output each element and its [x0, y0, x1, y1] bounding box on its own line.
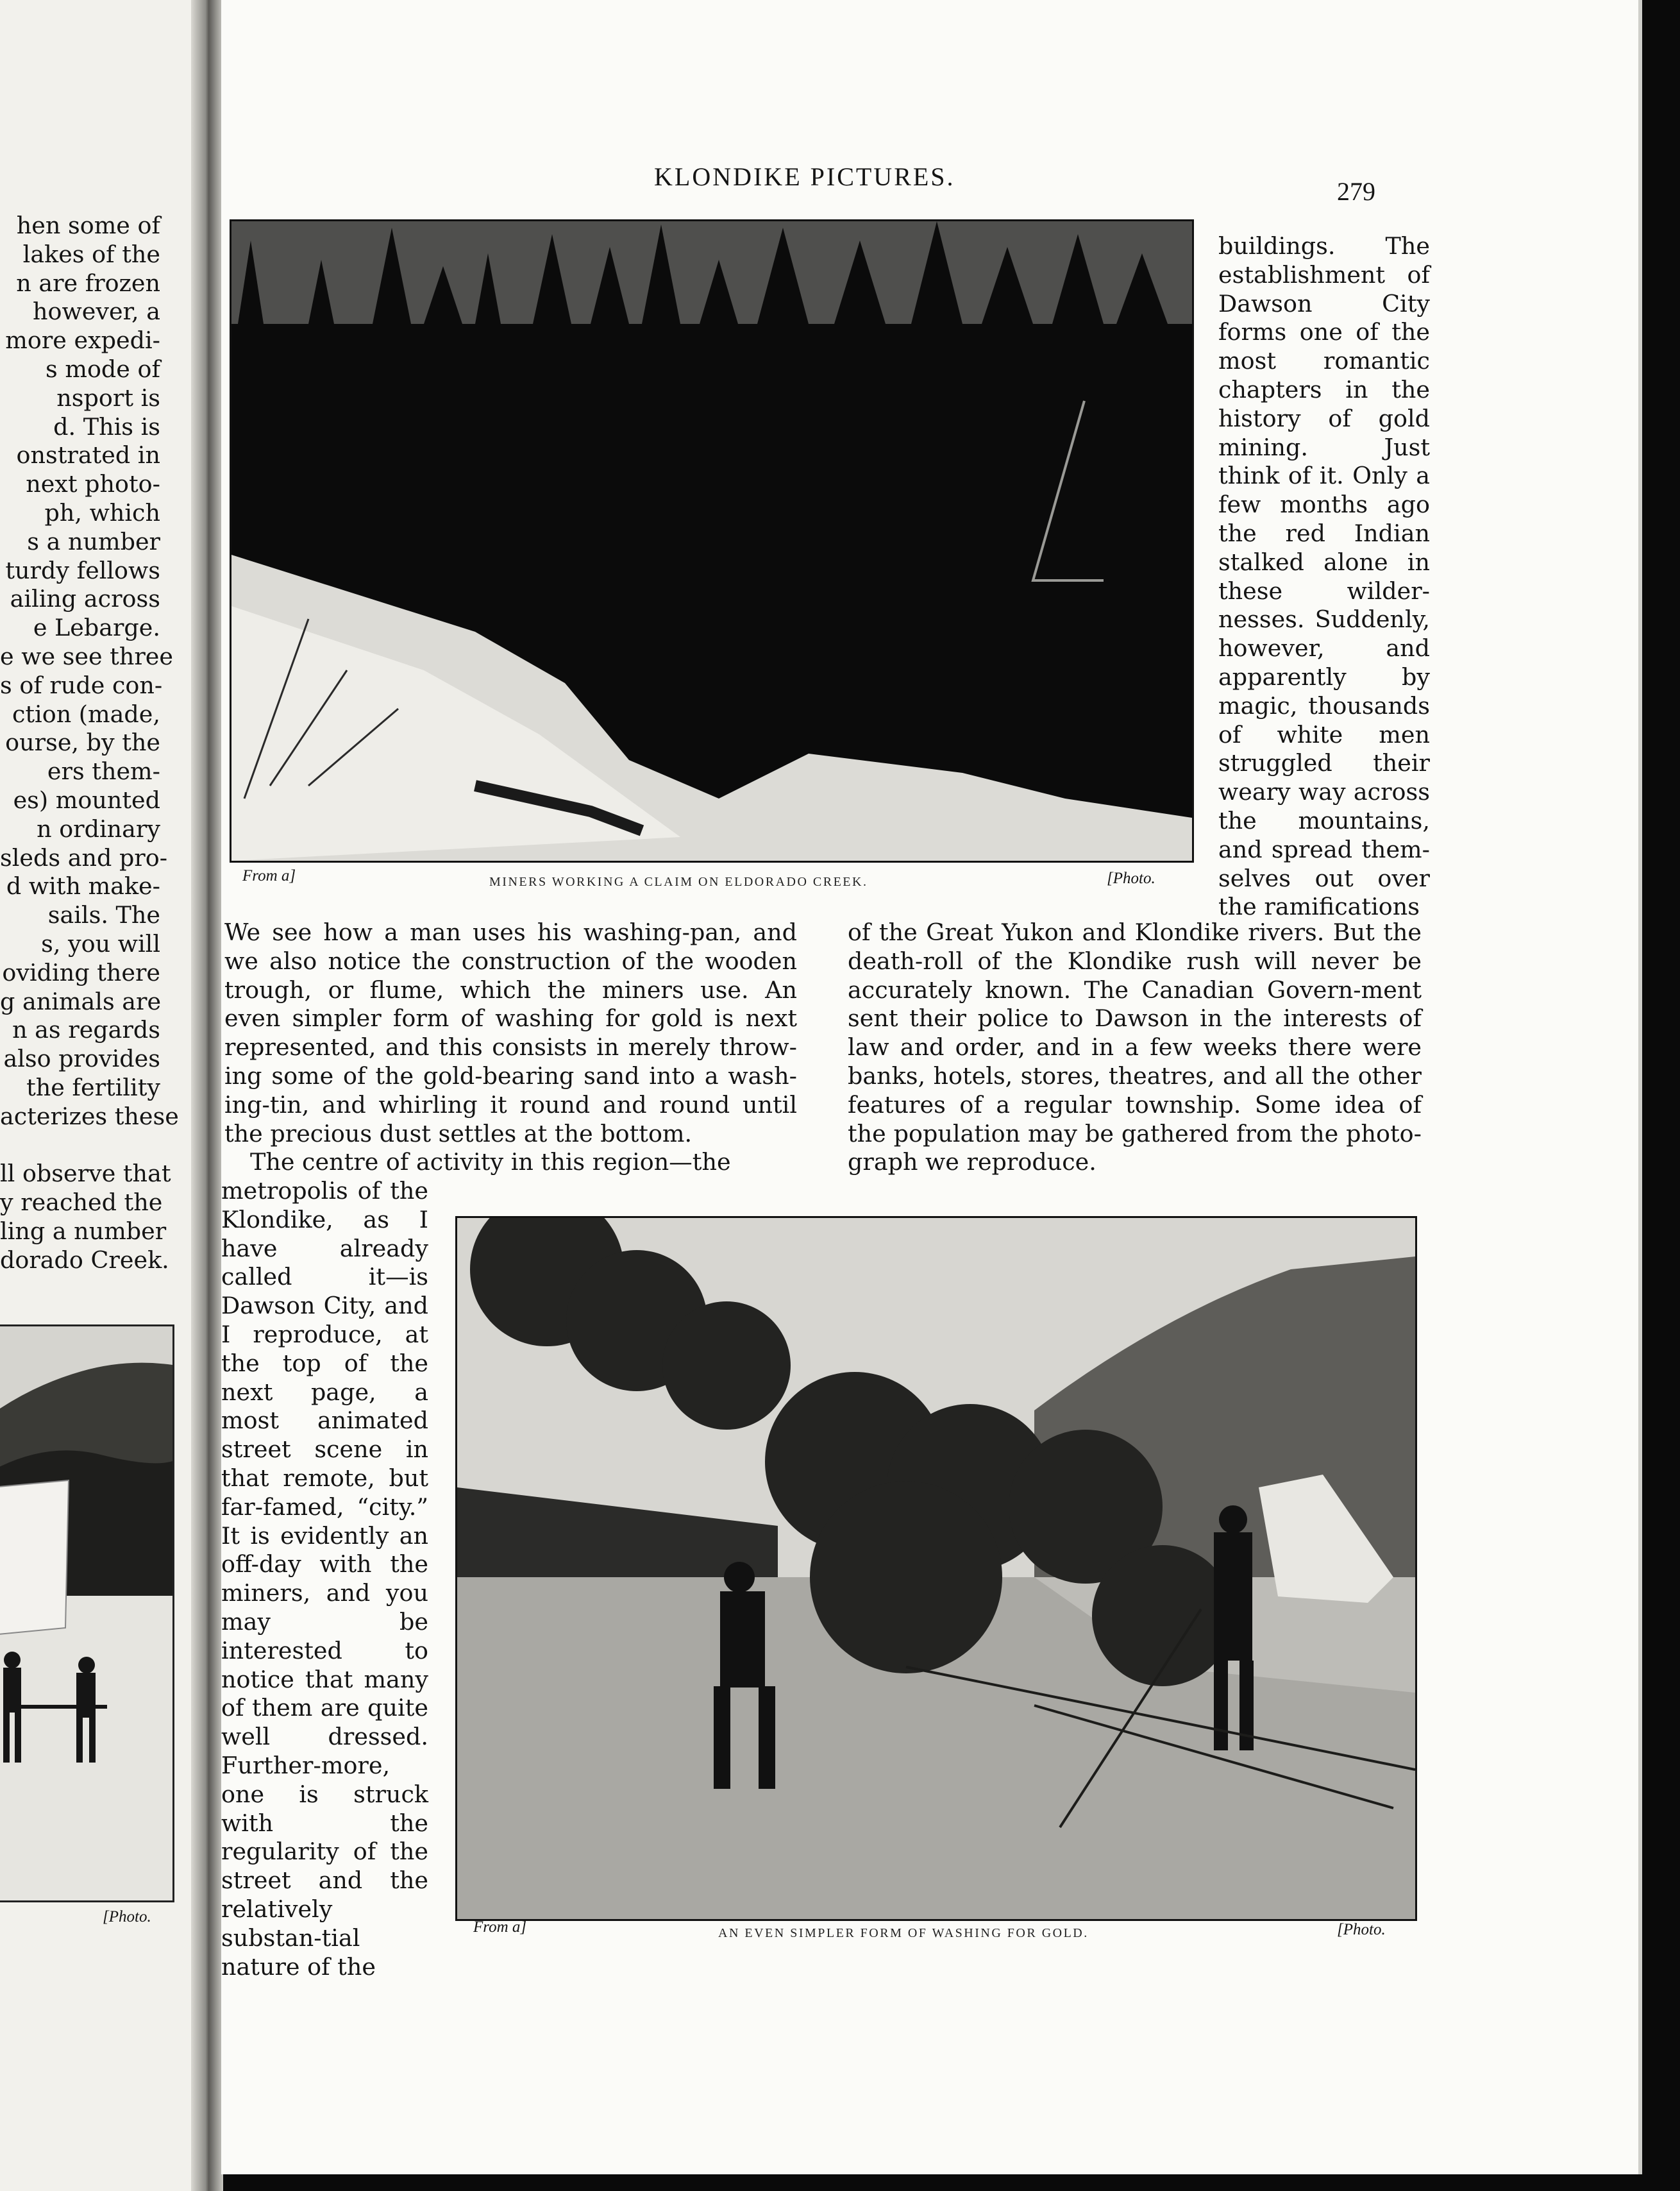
- book-gutter: [191, 0, 223, 2191]
- left-page-line: n as regards: [12, 1016, 160, 1044]
- left-page-text-column: [0, 212, 179, 1274]
- left-page-line: ers them-: [47, 757, 160, 786]
- figure2-caption: AN EVEN SIMPLER FORM OF WASHING FOR GOLD.: [718, 1926, 1089, 1940]
- left-page-line: s a number: [27, 527, 160, 555]
- left-page-line: e we see three: [0, 642, 174, 670]
- left-page-line: also provides: [3, 1045, 160, 1073]
- right-column-continued: [848, 918, 1422, 1177]
- left-page-line: ll observe that: [0, 1160, 171, 1188]
- left-photo-credit: [Photo.: [103, 1908, 151, 1925]
- left-page-line: oviding there: [2, 958, 160, 986]
- left-page-line: lakes of the: [22, 240, 160, 268]
- left-page-line: acterizes these: [0, 1102, 179, 1130]
- middle-paragraph-2-lead: The centre of activity in this region—the: [250, 1148, 731, 1176]
- narrow-column-text: metropolis of the Klondike, as I have already called it—is Dawson City, and I reproduce, at the top of the next page, a most animated street scene in that remote, but far-famed, “city.” It is evidently an off-day with the miners, and you may be interested to notice that many of them are quite well dressed. Further-more, one is struck with the regularity of the street and the relatively substan-tial nature of the: [221, 1177, 428, 1981]
- middle-text-block: [224, 918, 797, 1177]
- left-page-line: more expedi-: [5, 326, 160, 355]
- figure1-credit-right: [Photo.: [1107, 870, 1155, 887]
- left-page-line: n ordinary: [37, 815, 160, 843]
- left-page-line: s mode of: [46, 355, 160, 383]
- figure1-caption: MINERS WORKING A CLAIM ON ELDORADO CREEK.: [489, 875, 868, 889]
- left-page-line: ourse, by the: [5, 729, 160, 757]
- left-page-line: d. This is: [53, 412, 160, 441]
- left-page-line: nsport is: [56, 384, 160, 412]
- left-page-line: dorado Creek.: [0, 1246, 169, 1274]
- left-facing-page: [0, 0, 208, 2191]
- left-page-line: n are frozen: [16, 269, 160, 297]
- narrow-text-column: [221, 1177, 428, 1981]
- left-page-line: next photo-: [26, 470, 160, 498]
- left-page-line: d with make-: [6, 872, 160, 901]
- forest-snow-photo: [231, 221, 1192, 861]
- figure-eldorado-creek-photo: [230, 219, 1194, 863]
- page-number: 279: [1337, 177, 1375, 206]
- left-page-line: turdy fellows: [5, 556, 160, 584]
- left-page-line: s of rude con-: [0, 671, 163, 699]
- left-page-line: ph, which: [44, 498, 160, 527]
- left-page-line: sleds and pro-: [0, 843, 168, 872]
- right-column-top-text: buildings. The establishment of Dawson City forms one of the most romantic chapters in the history of gold mining. Just think of it. Only a few months ago the red Indian stalked alone in these wilder-nesses. Suddenly, however, and apparently by magic, thousands of white men struggled their weary way across the mountains, and spread them-selves out over the ramifications: [1218, 232, 1430, 921]
- left-page-line: sails. The: [47, 901, 160, 929]
- right-column-top: [1218, 232, 1430, 922]
- left-page-line: g animals are: [0, 987, 162, 1015]
- middle-paragraph-1: We see how a man uses his washing-pan, and we also notice the construction of the wooden trough, or flume, which the miners use. An even simpler form of washing for gold is next represented, and this consists in merely throw-ing some of the gold-bearing sand into a wash-ing-tin, and whirling it round and round until the precious dust settles at the bottom.: [224, 918, 797, 1147]
- left-page-line: ailing across: [10, 585, 160, 613]
- riverbank-miners-photo: [457, 1218, 1415, 1919]
- figure1-credit-left: From a]: [242, 867, 296, 884]
- left-page-photo: [0, 1324, 174, 1902]
- left-page-line: e Lebarge.: [33, 614, 160, 642]
- sled-sail-photo: [0, 1326, 172, 1900]
- left-page-line: y reached the: [0, 1189, 163, 1217]
- running-head: KLONDIKE PICTURES.: [654, 162, 955, 191]
- left-page-line: ction (made,: [12, 700, 160, 728]
- left-page-line: es) mounted: [13, 786, 160, 814]
- left-page-line: ling a number: [0, 1217, 167, 1245]
- figure2-credit-right: [Photo.: [1337, 1921, 1386, 1938]
- left-page-line: s, you will: [41, 929, 160, 958]
- left-page-line: onstrated in: [16, 441, 160, 470]
- figure-washing-gold-photo: [455, 1216, 1417, 1921]
- left-page-line: [0, 1131, 160, 1160]
- left-page-line: however, a: [33, 298, 160, 326]
- figure2-credit-left: From a]: [473, 1918, 527, 1936]
- left-page-line: hen some of: [16, 212, 160, 239]
- left-page-line: the fertility: [26, 1073, 160, 1101]
- right-column-continued-text: of the Great Yukon and Klondike rivers. But the death-roll of the Klondike rush will never be accurately known. The Canadian Govern-ment sent their police to Dawson in the interests of law and order, and in a few weeks there were banks, hotels, stores, theatres, and all the other features of a regular township. Some idea of the population may be gathered from the photo-graph we reproduce.: [848, 918, 1422, 1176]
